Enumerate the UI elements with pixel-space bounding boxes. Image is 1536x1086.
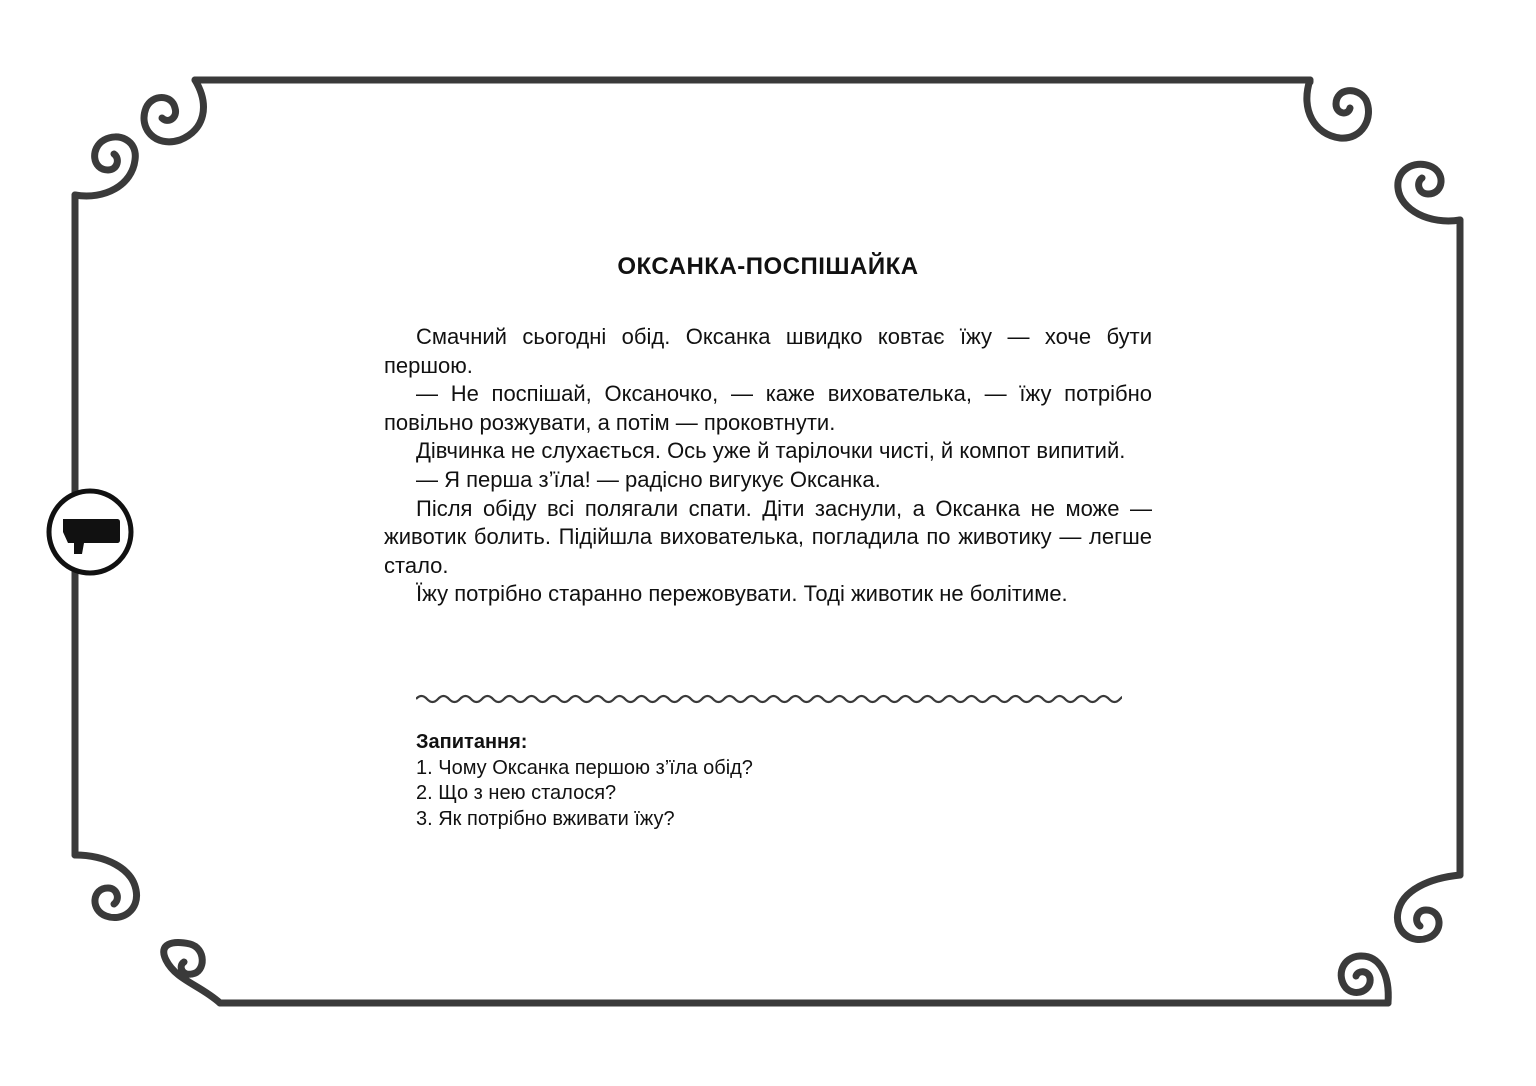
story-paragraph: Їжу потрібно старанно пережовувати. Тоді животик не болітиме. <box>416 581 1068 607</box>
story-paragraph: Смачний сьогодні обід. Оксанка швидко ковтає їжу — хоче бути першою. <box>384 324 1152 378</box>
story-paragraph: — Я перша з’їла! — радісно вигукує Оксанка. <box>416 466 881 492</box>
question-item: 2. Що з нею сталося? <box>416 782 617 804</box>
cross-icon <box>46 488 134 576</box>
scroll-top-right-upper <box>1307 80 1369 138</box>
scroll-bottom-right-upper <box>1397 875 1460 940</box>
scroll-top-right-lower <box>1398 164 1460 221</box>
scroll-top-left-lower <box>75 137 135 196</box>
scroll-bottom-right-lower <box>1341 956 1388 1003</box>
scroll-bottom-left-lower <box>164 943 220 1003</box>
story-paragraph: — Не поспішай, Оксаночко, — каже вихователька, — їжу потрібно повільно розжувати, а потім — проковтнути. <box>384 381 1152 435</box>
story-title: ОКСАНКА-ПОСПІШАЙКА <box>617 253 919 280</box>
questions-heading: Запитання: <box>416 731 528 753</box>
wavy-divider <box>416 691 1122 707</box>
questions-block <box>416 730 1116 832</box>
question-item: 3. Як потрібно вживати їжу? <box>416 807 675 830</box>
scroll-top-left-upper <box>144 80 203 142</box>
story-text <box>384 323 1152 609</box>
story-paragraph: Після обіду всі полягали спати. Діти заснули, а Оксанка не може — животик болить. Підійшла вихователька, погладила по животику — легше стало. <box>384 495 1152 578</box>
story-paragraph: Дівчинка не слухається. Ось уже й тарілочки чисті, й компот випитий. <box>416 438 1126 464</box>
question-item: 1. Чому Оксанка першою з’їла обід? <box>416 756 753 779</box>
scroll-bottom-left-upper <box>75 855 137 918</box>
questions-list <box>416 756 1116 833</box>
